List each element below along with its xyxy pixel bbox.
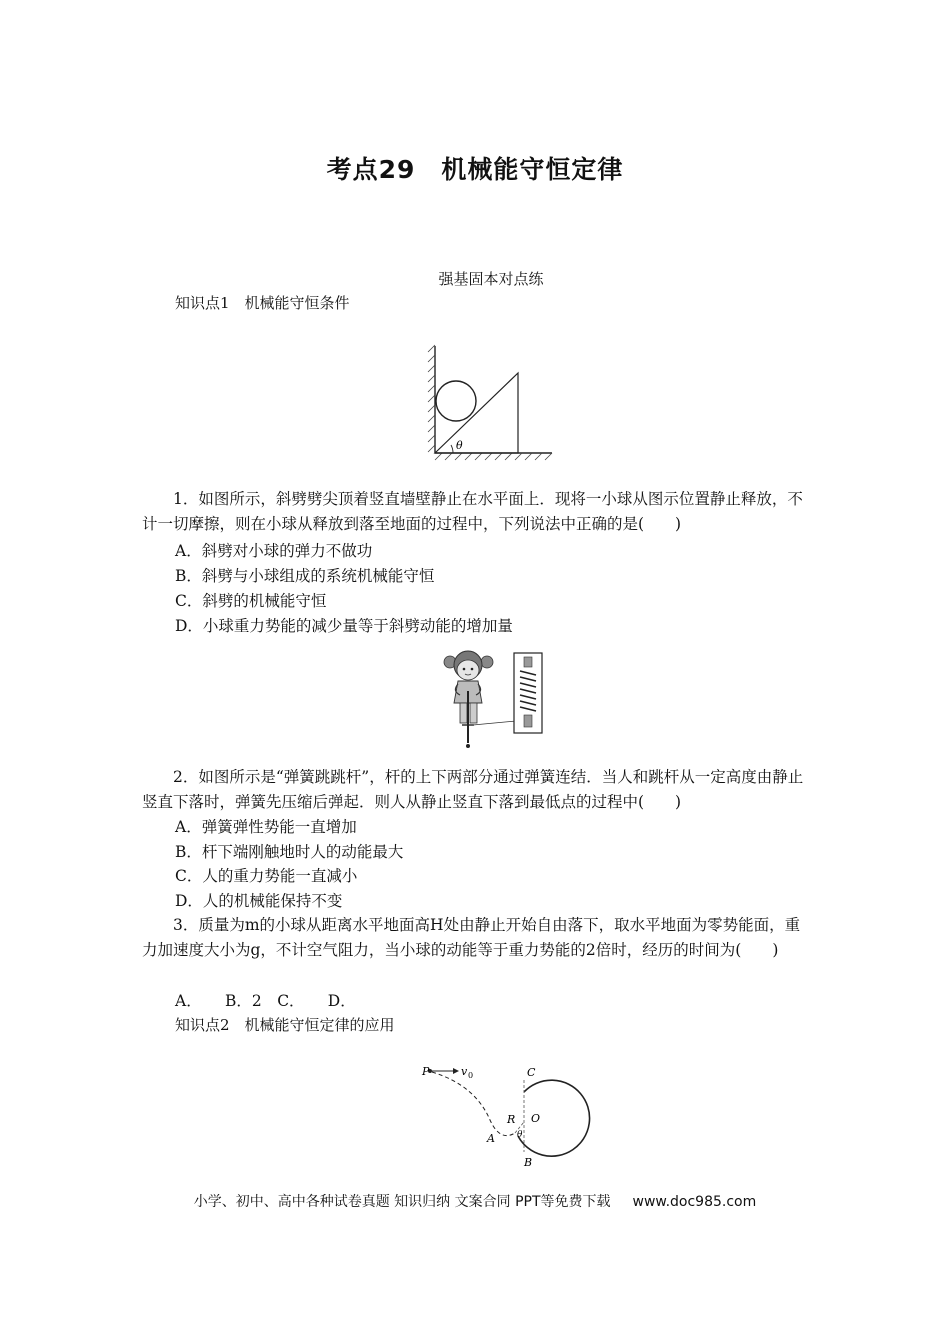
knowledge-point-1: 知识点1 机械能守恒条件 bbox=[175, 294, 350, 312]
q1-option-d: D．小球重力势能的减少量等于斜劈动能的增加量 bbox=[175, 617, 513, 635]
label-B: B bbox=[524, 1156, 533, 1169]
label-O: O bbox=[531, 1112, 541, 1125]
question-1-stem: 1．如图所示，斜劈劈尖顶着竖直墙壁静止在水平面上．现将一小球从图示位置静止释放，不计一切摩擦，则在小球从释放到落至地面的过程中，下列说法中正确的是( ) bbox=[142, 490, 803, 533]
q2-option-c: C．人的重力势能一直减小 bbox=[175, 867, 358, 885]
q2-option-a: A．弹簧弹性势能一直增加 bbox=[175, 818, 357, 836]
q2-option-d: D．人的机械能保持不变 bbox=[175, 892, 343, 910]
label-C: C bbox=[527, 1066, 536, 1079]
label-theta: θ bbox=[517, 1130, 523, 1140]
label-A: A bbox=[487, 1132, 495, 1145]
label-v0: v bbox=[461, 1065, 468, 1078]
circular-track-figure bbox=[415, 1060, 575, 1170]
label-P: P bbox=[422, 1065, 430, 1078]
label-v0-subscript: 0 bbox=[468, 1071, 474, 1080]
footer-url[interactable]: www.doc985.com bbox=[632, 1194, 757, 1210]
knowledge-point-2: 知识点2 机械能守恒定律的应用 bbox=[175, 1016, 395, 1034]
q1-option-a: A．斜劈对小球的弹力不做功 bbox=[175, 542, 373, 560]
footer-text: 小学、初中、高中各种试卷真题 知识归纳 文案合同 PPT等免费下载 bbox=[193, 1194, 611, 1210]
q3-options: A． B．2 C． D． bbox=[175, 992, 356, 1010]
q1-option-b: B．斜劈与小球组成的系统机械能守恒 bbox=[175, 567, 435, 585]
label-R: R bbox=[507, 1113, 516, 1126]
theta-label: θ bbox=[456, 439, 463, 452]
question-2-stem: 2．如图所示是“弹簧跳跳杆”，杆的上下两部分通过弹簧连结．当人和跳杆从一定高度由静止竖直下落时，弹簧先压缩后弹起．则人从静止竖直下落到最低点的过程中( ) bbox=[142, 768, 804, 811]
q2-option-b: B．杆下端刚触地时人的动能最大 bbox=[175, 843, 404, 861]
question-3-stem: 3．质量为m的小球从距离水平地面高H处由静止开始自由落下，取水平地面为零势能面，重力加速度大小为g，不计空气阻力，当小球的动能等于重力势能的2倍时，经历的时间为( ) bbox=[142, 916, 801, 959]
page-footer bbox=[0, 1191, 950, 1211]
page-title: 考点29 机械能守恒定律 bbox=[326, 155, 624, 184]
pogo-stick-figure bbox=[440, 645, 550, 757]
wedge-ball-figure bbox=[425, 340, 560, 465]
section-heading: 强基固本对点练 bbox=[438, 270, 544, 288]
q1-option-c: C．斜劈的机械能守恒 bbox=[175, 592, 327, 610]
